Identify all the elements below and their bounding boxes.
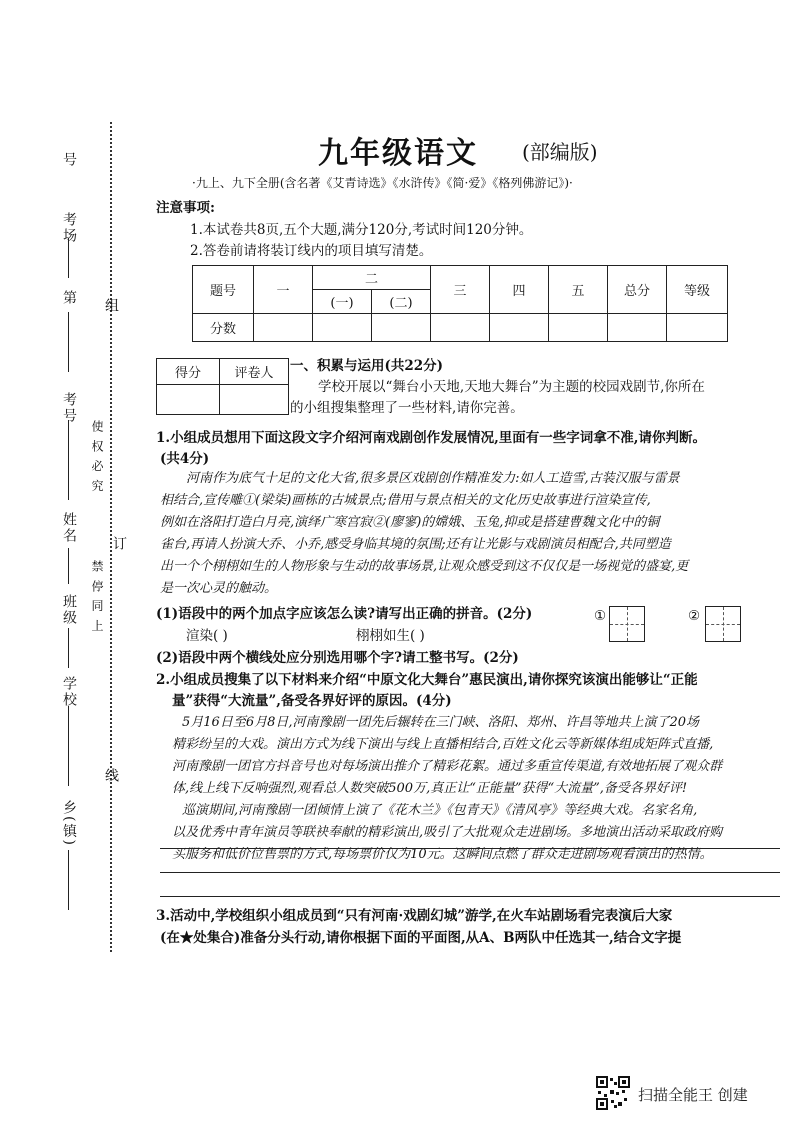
grader-score-label: 得分 xyxy=(157,359,220,385)
q2-passage-line: 河南豫剧一团官方抖音号也对每场演出推介了精彩花絮。通过多重宣传渠道,有效地拓展了观众群 xyxy=(172,759,723,774)
score-input-cell[interactable] xyxy=(490,314,549,342)
edition-label: (部编版) xyxy=(522,140,598,164)
q1-stem-line-2: (共4分) xyxy=(160,451,210,467)
q3-stem-line-2: (在★处集合)准备分头行动,请你根据下面的平面图,从A、B两队中任选其一,结合文字提 xyxy=(160,930,682,946)
q1-passage-line: 出一个个栩栩如生的人物形象与生动的故事场景,让观众感受到这不仅仅是一场视觉的盛宴,更 xyxy=(160,559,689,574)
q2-stem-line-1: 2.小组成员搜集了以下材料来介绍“中原文化大舞台”惠民演出,请你探究该演出能够让“正能 xyxy=(156,672,698,688)
notice-item-1: 1.本试卷共8页,五个大题,满分120分,考试时间120分钟。 xyxy=(190,222,533,238)
scanner-watermark: 扫描全能王 创建 xyxy=(638,1086,748,1104)
binding-class-label: 班级 xyxy=(61,594,77,626)
q2-stem-line-2: 量”获得“大流量”,备受各界好评的原因。(4分) xyxy=(172,693,452,709)
binding-exam-room-label: 考场 xyxy=(61,212,77,244)
binding-school-line xyxy=(68,706,69,786)
section-1-intro-line-2: 的小组搜集整理了一些材料,请你完善。 xyxy=(290,400,524,416)
score-row-label: 分数 xyxy=(193,314,254,342)
binding-di-label: 第 xyxy=(61,290,77,306)
binding-name-line xyxy=(68,548,69,584)
q2-answer-line-3[interactable] xyxy=(160,896,780,897)
q1-answer-grid-1[interactable] xyxy=(609,606,645,642)
binding-xian-mark: 线 xyxy=(103,768,119,784)
binding-seal-note-left: 禁 停 同 上 xyxy=(90,560,104,634)
score-header-cell: 总分 xyxy=(608,266,667,314)
q2-passage-line: 以及优秀中青年演员等联袂奉献的精彩演出,吸引了大批观众走进剧场。多地演出活动采取政府购 xyxy=(172,825,723,840)
score-input-cell[interactable] xyxy=(667,314,728,342)
q1-passage-line: 相结合,宣传雕①(梁柒)画栋的古城景点;借用与景点相关的文化历史故事进行渲染宣传, xyxy=(160,493,651,508)
score-subheader-cell: (二) xyxy=(372,290,431,314)
binding-seat-line xyxy=(68,420,69,500)
q1-passage-line: 雀台,再请人扮演大乔、小乔,感受身临其境的氛围;还有让光影与戏剧演员相配合,共同塑造 xyxy=(160,537,671,552)
binding-town-line xyxy=(68,850,69,910)
q1-answer-grid-2[interactable] xyxy=(705,606,741,642)
binding-seat-label: 考号 xyxy=(61,392,77,424)
q2-passage-line: 5月16日至6月8日,河南豫剧一团先后辗转在三门峡、洛阳、郑州、许昌等地共上演了20场 xyxy=(182,715,700,730)
binding-name-label: 姓名 xyxy=(61,512,77,544)
grader-table xyxy=(156,358,289,415)
q2-passage-line: 买服务和低价位售票的方式,每场票价仅为10元。这瞬间点燃了群众走进剧场观看演出的热情。 xyxy=(172,847,713,862)
notice-item-2: 2.答卷前请将装订线内的项目填写清楚。 xyxy=(190,243,433,259)
score-header-cell: 五 xyxy=(549,266,608,314)
q1-passage-line: 例如在洛阳打造白月亮,演绎广寒宫寂②(廖寥)的嫦娥、玉兔,抑或是搭建曹魏文化中的铜 xyxy=(160,515,660,530)
q1-sub-2: (2)语段中两个横线处应分别选用哪个字?请工整书写。(2分) xyxy=(156,650,519,666)
binding-exam-no-suffix: 号 xyxy=(61,152,77,168)
grader-name-cell[interactable] xyxy=(220,385,289,415)
q1-pinyin-b: 栩栩如生( ) xyxy=(356,628,425,644)
score-header-cell: 二 xyxy=(313,266,431,290)
score-input-cell[interactable] xyxy=(549,314,608,342)
q1-passage-line: 河南作为底气十足的文化大省,很多景区戏剧创作精准发力:如人工造雪,古装汉服与雷景 xyxy=(186,471,680,486)
binding-ding-mark: 订 xyxy=(111,536,127,552)
binding-seal-note-right: 使 权 必 究 xyxy=(90,420,104,494)
binding-di-line xyxy=(68,312,69,372)
binding-school-label: 学校 xyxy=(61,676,77,708)
score-header-cell: 题号 xyxy=(193,266,254,314)
section-1-intro-line-1: 学校开展以“舞台小天地,天地大舞台”为主题的校园戏剧节,你所在 xyxy=(318,379,705,395)
q1-mark-2: ② xyxy=(688,608,701,624)
q1-mark-1: ① xyxy=(594,608,607,624)
score-header-cell: 等级 xyxy=(667,266,728,314)
score-input-cell[interactable] xyxy=(254,314,313,342)
score-input-cell[interactable] xyxy=(372,314,431,342)
score-table xyxy=(192,265,728,342)
q2-passage-line: 精彩纷呈的大戏。演出方式为线下演出与线上直播相结合,百姓文化云等新媒体组成矩阵式直播, xyxy=(172,737,714,752)
qr-code-icon xyxy=(596,1076,630,1110)
q2-passage xyxy=(172,712,722,866)
q1-passage-line: 是一次心灵的触动。 xyxy=(160,581,278,596)
grader-name-label: 评卷人 xyxy=(220,359,289,385)
score-input-cell[interactable] xyxy=(313,314,372,342)
score-input-cell[interactable] xyxy=(608,314,667,342)
q2-passage-line: 巡演期间,河南豫剧一团倾情上演了《花木兰》《包青天》《清风亭》等经典大戏。名家名角, xyxy=(182,803,698,818)
q2-passage-line: 体,线上线下反响强烈,观看总人数突破500万,真正让“正能量”获得“大流量”,备受各界好评! xyxy=(172,781,688,796)
notice-heading: 注意事项: xyxy=(156,200,215,216)
score-header-cell: 三 xyxy=(431,266,490,314)
grader-score-cell[interactable] xyxy=(157,385,220,415)
binding-exam-room-line xyxy=(68,238,69,278)
score-header-cell: 四 xyxy=(490,266,549,314)
q3-stem-line-1: 3.活动中,学校组织小组成员到“只有河南·戏剧幻城”游学,在火车站剧场看完表演后大家 xyxy=(156,908,673,924)
page-title: 九年级语文 xyxy=(318,136,478,171)
scope-note: ·九上、九下全册(含名著《艾青诗选》《水浒传》《简·爱》《格列佛游记》)· xyxy=(192,176,573,190)
binding-class-line xyxy=(68,628,69,668)
score-header-cell: 一 xyxy=(254,266,313,314)
q2-answer-line-2[interactable] xyxy=(160,872,780,873)
binding-town-label: 乡(镇) xyxy=(61,800,77,847)
score-input-cell[interactable] xyxy=(431,314,490,342)
score-subheader-cell: (一) xyxy=(313,290,372,314)
q1-pinyin-a: 渲染( ) xyxy=(186,628,228,644)
q1-passage xyxy=(160,468,688,600)
binding-zu-label: 组 xyxy=(103,298,119,314)
q1-sub-1: (1)语段中的两个加点字应该怎么读?请写出正确的拼音。(2分) xyxy=(156,606,533,622)
q2-answer-line-1[interactable] xyxy=(160,848,780,849)
q1-stem-line-1: 1.小组成员想用下面这段文字介绍河南戏剧创作发展情况,里面有一些字词拿不准,请你判断。 xyxy=(156,430,706,446)
section-1-title: 一、积累与运用(共22分) xyxy=(290,358,444,374)
